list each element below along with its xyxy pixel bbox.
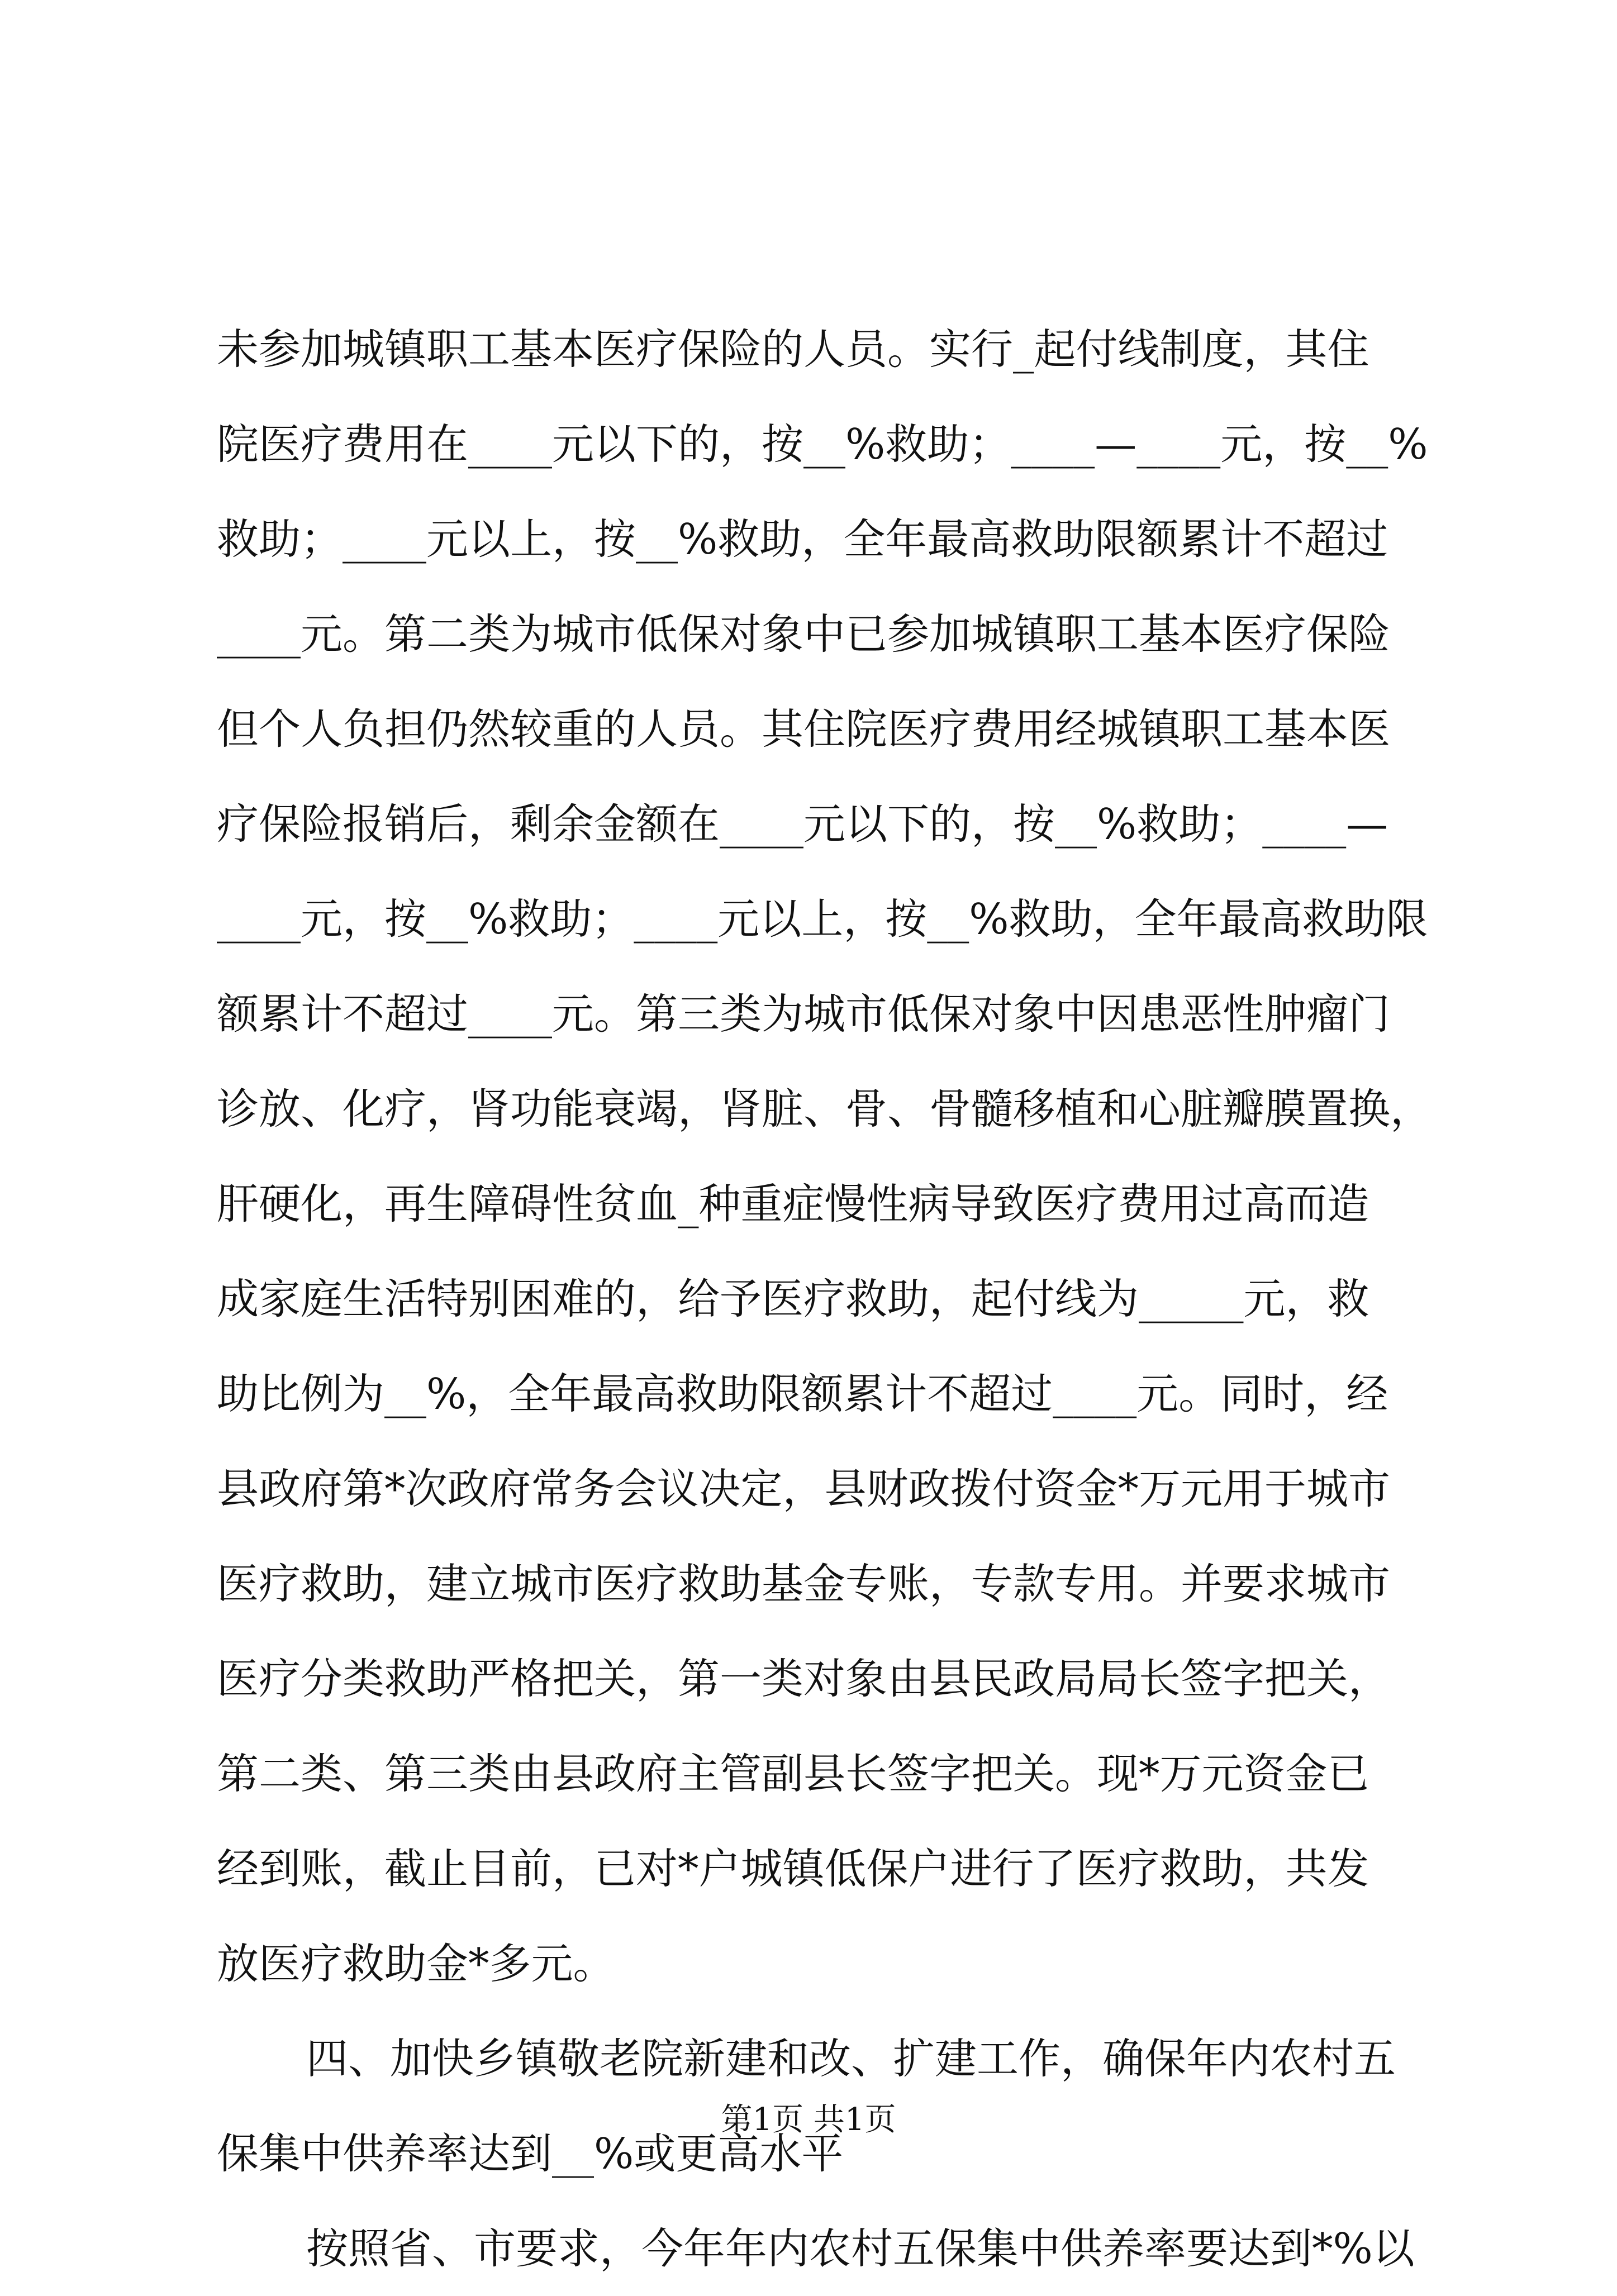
- text-line: 院医疗费用在____元以下的，按__%救助；____—____元，按__%: [217, 420, 1428, 469]
- text-line: ____元，按__%救助；____元以上，按__%救助，全年最高救助限: [217, 894, 1428, 944]
- text-line: 县政府第*次政府常务会议决定，县财政拨付资金*万元用于城市: [217, 1464, 1391, 1513]
- text-line: 按照省、市要求，今年年内农村五保集中供养率要达到*%以: [306, 2224, 1415, 2273]
- text-line: 未参加城镇职工基本医疗保险的人员。实行_起付线制度，其住: [217, 325, 1369, 374]
- section-heading-line: 四、加快乡镇敬老院新建和改、扩建工作，确保年内农村五: [306, 2034, 1396, 2083]
- text-line: 但个人负担仍然较重的人员。其住院医疗费用经城镇职工基本医: [217, 704, 1391, 754]
- text-line: 诊放、化疗，肾功能衰竭，肾脏、骨、骨髓移植和心脏瓣膜置换，: [217, 1084, 1433, 1133]
- text-line: 放医疗救助金*多元。: [217, 1939, 615, 1988]
- section-heading-line: 保集中供养率达到__%或更高水平: [217, 2129, 844, 2178]
- document-body: [217, 302, 1433, 2296]
- text-line: 成家庭生活特别困难的，给予医疗救助，起付线为_____元，救: [217, 1274, 1369, 1323]
- text-line: 额累计不超过____元。第三类为城市低保对象中因患恶性肿瘤门: [217, 989, 1391, 1039]
- text-line: 医疗分类救助严格把关，第一类对象由县民政局局长签字把关，: [217, 1654, 1391, 1703]
- text-line: 肝硬化，再生障碍性贫血_种重症慢性病导致医疗费用过高而造: [217, 1179, 1369, 1228]
- text-line: 疗保险报销后，剩余金额在____元以下的，按__%救助；____—: [217, 799, 1388, 849]
- text-line: 第二类、第三类由县政府主管副县长签字把关。现*万元资金已: [217, 1749, 1369, 1798]
- text-line: 助比例为__%，全年最高救助限额累计不超过____元。同时，经: [217, 1369, 1388, 1418]
- text-line: ____元。第二类为城市低保对象中已参加城镇职工基本医疗保险: [217, 609, 1391, 659]
- page-footer: 第1页 共1页: [721, 2102, 896, 2138]
- text-line: 经到账，截止目前，已对*户城镇低保户进行了医疗救助，共发: [217, 1844, 1369, 1893]
- text-line: 救助；____元以上，按__%救助，全年最高救助限额累计不超过: [217, 515, 1388, 564]
- text-line: 医疗救助，建立城市医疗救助基金专账，专款专用。并要求城市: [217, 1559, 1391, 1608]
